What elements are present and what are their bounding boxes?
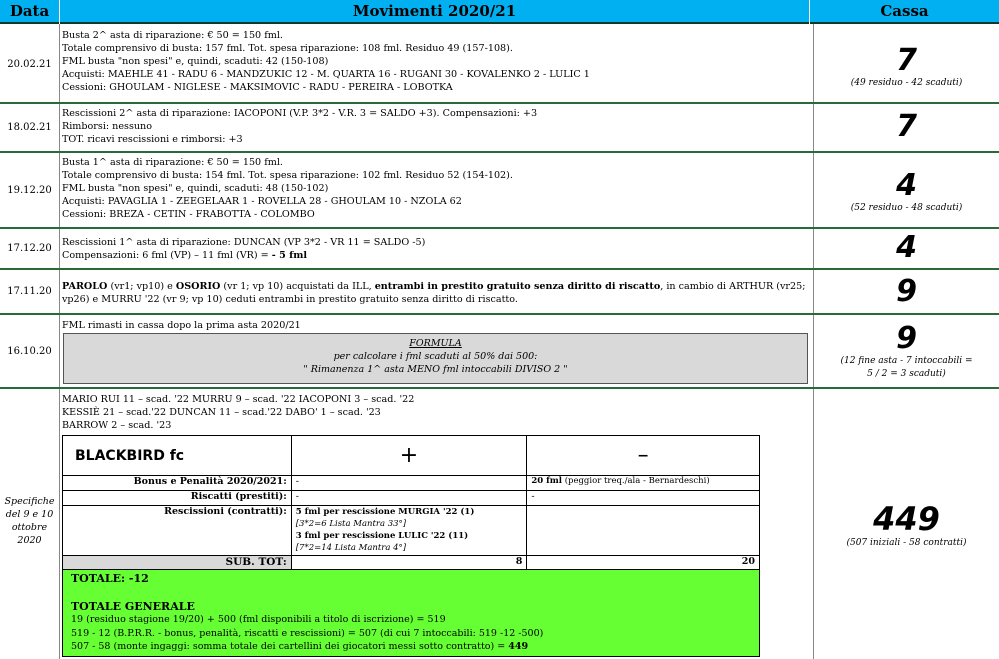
spec-date-line: 2020 xyxy=(17,535,42,546)
cash-note: (49 residuo - 42 scaduti) xyxy=(850,77,963,88)
row-movements xyxy=(62,107,807,146)
formula-line: " Rimanenza 1^ asta MENO fml intoccabili DIVISO 2 " xyxy=(303,364,568,375)
row-cash xyxy=(814,230,999,266)
movement-line: vp26) e MURRU '22 (vr 9; vp 10) ceduti entrambi in prestito gratuito senza diritto di riscatto. xyxy=(62,294,518,305)
spec-date-line: Specifiche xyxy=(4,496,55,507)
formula-line: per calcolare i fml scaduti al 50% dai 500: xyxy=(333,351,538,362)
cash-value: 7 xyxy=(896,109,917,144)
bonus-minus-detail: (peggior treq./ala - Bernardeschi) xyxy=(562,476,710,486)
movement-line: Busta 2^ asta di riparazione: € 50 = 150 fml. xyxy=(62,30,283,41)
comp-bold: - 5 fml xyxy=(271,250,308,261)
bonus-label: Bonus e Penalità 2020/2021: xyxy=(63,476,292,491)
cash-note: (52 residuo - 48 scaduti) xyxy=(850,202,963,213)
formula-box xyxy=(63,333,808,384)
player-line: MARIO RUI 11 – scad. '22 MURRU 9 – scad. '22 IACOPONI 3 – scad. '22 xyxy=(62,394,415,405)
cash-value: 449 xyxy=(873,499,940,538)
movement-line: Busta 1^ asta di riparazione: € 50 = 150 fml. xyxy=(62,157,283,168)
row-date: 19.12.20 xyxy=(7,184,52,196)
header-date: Data xyxy=(0,0,59,24)
general-total-line: 19 (residuo stagione 19/20) + 500 (fml disponibili a titolo di iscrizione) = 519 xyxy=(71,614,446,625)
comp-prefix: Compensazioni: 6 fml (VP) – 11 fml (VR) = xyxy=(62,250,272,261)
movement-line: FML rimasti in cassa dopo la prima asta 2020/21 xyxy=(62,320,301,331)
formula-title: FORMULA xyxy=(409,338,462,349)
row-cash xyxy=(814,162,999,222)
row-date: 16.10.20 xyxy=(7,345,52,357)
movement-line: Rescissioni 1^ asta di riparazione: DUNCAN (VP 3*2 - VR 11 = SALDO -5) xyxy=(62,237,426,248)
player-line: KESSIÈ 21 – scad.'22 DUNCAN 11 – scad.'22 DABO' 1 – scad. '23 xyxy=(62,407,381,418)
row-cash xyxy=(814,318,999,386)
row-date: 18.02.21 xyxy=(7,122,52,133)
loan-terms: entrambi in prestito gratuito senza diritto di riscatto xyxy=(374,281,661,292)
rescission-entry: 5 fml per rescissione MURGIA '22 (1) xyxy=(295,507,475,517)
spec-date xyxy=(0,495,59,547)
player-name: OSORIO xyxy=(175,281,221,292)
player-name: PAROLO xyxy=(62,281,108,292)
totals-block xyxy=(63,570,760,657)
total-value: TOTALE: -12 xyxy=(71,572,149,585)
spec-cash xyxy=(814,495,999,555)
spec-date-line: ottobre xyxy=(11,522,48,533)
cash-note: (12 fine asta - 7 intoccabili = xyxy=(840,356,973,366)
movement-line: Totale comprensivo di busta: 157 fml. Tot. spesa riparazione: 108 fml. Residuo 49 (157-108). xyxy=(62,43,513,54)
movement-line xyxy=(62,249,807,262)
text-span: (vr1; vp10) e xyxy=(107,281,176,292)
movement-line: TOT. ricavi rescissioni e rimborsi: +3 xyxy=(62,134,243,145)
row-cash xyxy=(814,272,999,312)
minus-header: – xyxy=(527,436,760,476)
cash-value: 7 xyxy=(896,42,917,78)
row-date: 17.11.20 xyxy=(7,286,52,297)
rescissioni-minus xyxy=(527,506,760,556)
header-cash: Cassa xyxy=(810,0,999,24)
cash-note: 5 / 2 = 3 scaduti) xyxy=(867,369,946,379)
movement-line: Acquisti: MAEHLE 41 - RADU 6 - MANDZUKIC 12 - M. QUARTA 16 - RUGANI 30 - KOVALENKO 2 - LULIC 1 xyxy=(62,69,590,80)
bonus-plus: - xyxy=(291,476,527,491)
spec-date-line: del 9 e 10 xyxy=(5,509,54,520)
rescission-entry: 3 fml per rescissione LULIC '22 (11) xyxy=(295,531,469,541)
row-movements xyxy=(62,29,807,94)
rescission-detail: [3*2=6 Lista Mantra 33°] xyxy=(295,519,407,529)
riscatti-minus: - xyxy=(527,491,760,506)
movement-line: FML busta "non spesi" e, quindi, scaduti: 42 (150-108) xyxy=(62,56,329,67)
bonus-minus xyxy=(527,476,760,491)
row-movements xyxy=(62,280,807,306)
general-total-title: TOTALE GENERALE xyxy=(71,599,195,613)
row-date: 17.12.20 xyxy=(7,243,52,254)
text-span: (vr 1; vp 10) acquistati da ILL, xyxy=(220,281,375,292)
rescissioni-label: Rescissioni (contratti): xyxy=(63,506,292,556)
cash-value: 4 xyxy=(896,167,917,203)
row-cash xyxy=(814,36,999,98)
header-movements: Movimenti 2020/21 xyxy=(60,0,809,24)
subtotal-label: SUB. TOT: xyxy=(63,556,292,570)
blackbird-table xyxy=(62,435,760,657)
row-date: 20.02.21 xyxy=(7,59,52,70)
movement-line: Rimborsi: nessuno xyxy=(62,121,153,132)
general-total-result: 449 xyxy=(508,641,529,652)
movement-line: Rescissioni 2^ asta di riparazione: IACOPONI (V.P. 3*2 - V.R. 3 = SALDO +3). Compensazioni: +3 xyxy=(62,108,538,119)
movement-line: FML busta "non spesi" e, quindi, scaduti: 48 (150-102) xyxy=(62,183,329,194)
plus-header: + xyxy=(291,436,527,476)
spec-players xyxy=(62,393,807,432)
row-cash xyxy=(814,106,999,148)
team-name: BLACKBIRD fc xyxy=(63,436,292,476)
riscatti-plus: - xyxy=(291,491,527,506)
movement-line: Cessioni: BREZA - CETIN - FRABOTTA - COLOMBO xyxy=(62,209,315,220)
player-line: BARROW 2 – scad. '23 xyxy=(62,420,172,431)
text-span: , in cambio di ARTHUR (vr25; xyxy=(660,281,806,292)
subtotal-plus: 8 xyxy=(291,556,527,570)
movement-line xyxy=(62,280,807,293)
row-movements xyxy=(62,236,807,262)
general-total-line xyxy=(71,640,751,654)
cash-value: 4 xyxy=(896,230,917,265)
subtotal-minus: 20 xyxy=(527,556,760,570)
cash-value: 9 xyxy=(896,321,917,356)
rescissioni-plus xyxy=(291,506,527,556)
general-total-line: 519 - 12 (B.P.R.R. - bonus, penalità, riscatti e rescissioni) = 507 (di cui 7 intoccabili: 519 -12 -500) xyxy=(71,627,544,639)
movement-line: Acquisti: PAVAGLIA 1 - ZEEGELAAR 1 - ROVELLA 28 - GHOULAM 10 - NZOLA 62 xyxy=(62,196,462,207)
movement-line: Totale comprensivo di busta: 154 fml. Tot. spesa riparazione: 102 fml. Residuo 52 (154-102). xyxy=(62,170,513,181)
row-movements xyxy=(62,156,807,221)
bonus-minus-amount: 20 fml xyxy=(531,476,562,486)
cash-value: 9 xyxy=(896,274,917,309)
riscatti-label: Riscatti (prestiti): xyxy=(63,491,292,506)
general-total-text: 507 - 58 (monte ingaggi: somma totale dei cartellini dei giocatori messi sotto contratto) = xyxy=(71,641,509,652)
cash-note: (507 iniziali - 58 contratti) xyxy=(846,537,967,548)
rescission-detail: [7*2=14 Lista Mantra 4°] xyxy=(295,543,407,553)
movement-line: Cessioni: GHOULAM - NIGLESE - MAKSIMOVIC - RADU - PEREIRA - LOBOTKA xyxy=(62,82,453,93)
